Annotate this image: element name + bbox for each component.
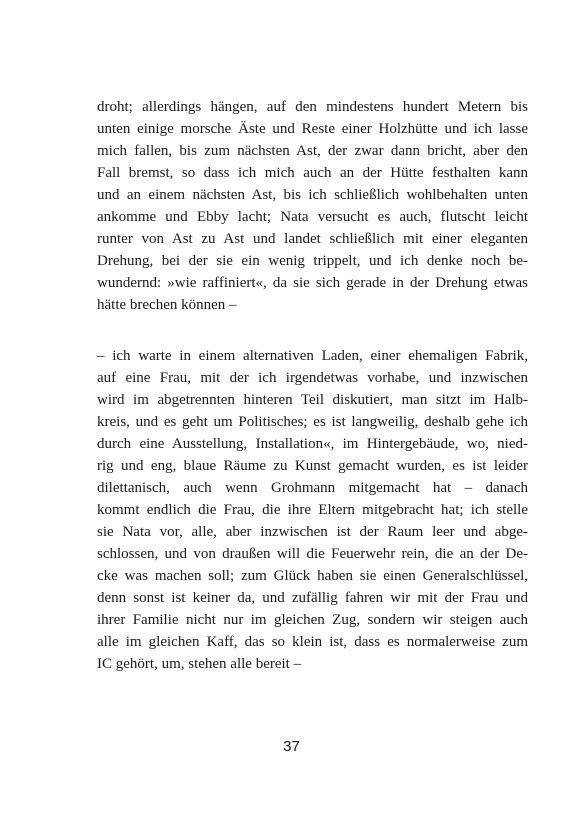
text-line: und an einem nächsten Ast, bis ich schließlich wohlbehalten unten (97, 187, 528, 203)
text-line: Drehung, bei der sie ein wenig trippelt, und ich denke noch be- (97, 253, 528, 269)
text-line: hätte brechen können – (97, 297, 237, 313)
text-line: unten einige morsche Äste und Reste einer Holzhütte und ich lasse (97, 121, 528, 137)
text-line: cke was machen soll; zum Glück haben sie einen Generalschlüssel, (97, 568, 528, 584)
text-line: kommt endlich die Frau, die ihre Eltern mitgebracht hat; ich stelle (97, 502, 528, 518)
text-line: mich fallen, bis zum nächsten Ast, der zwar dann bricht, aber den (97, 143, 528, 159)
text-line: – ich warte in einem alternativen Laden, einer ehemaligen Fabrik, (97, 348, 528, 364)
text-line: rig und eng, blaue Räume zu Kunst gemacht wurden, es ist leider (97, 458, 528, 474)
text-line: alle im gleichen Kaff, das so klein ist, dass es normalerweise zum (97, 634, 528, 650)
text-line: durch eine Ausstellung, Installation«, im Hintergebäude, wo, nied- (97, 436, 528, 452)
page-number: 37 (283, 738, 300, 755)
text-line: wird im abgetrennten hinteren Teil diskutiert, man sitzt im Halb- (97, 392, 528, 408)
text-line: denn sonst ist keiner da, und zufällig fahren wir mit der Frau und (97, 590, 528, 606)
text-line: ankomme und Ebby lacht; Nata versucht es auch, flutscht leicht (97, 209, 528, 225)
text-line: Fall bremst, so dass ich mich auch an der Hütte festhalten kann (97, 165, 528, 181)
text-line: droht; allerdings hängen, auf den mindestens hundert Metern bis (97, 99, 528, 115)
text-line: runter von Ast zu Ast und landet schließlich mit einer eleganten (97, 231, 528, 247)
text-line: IC gehört, um, stehen alle bereit – (97, 656, 302, 672)
text-line: kreis, und es geht um Politisches; es ist langweilig, deshalb gehe ich (97, 414, 528, 430)
text-line: schlossen, und von draußen will die Feuerwehr rein, die an der De- (97, 546, 528, 562)
text-line: ihrer Familie nicht nur im gleichen Zug, sondern wir steigen auch (97, 612, 528, 628)
text-line: wundernd: »wie raffiniert«, da sie sich gerade in der Drehung etwas (97, 275, 528, 291)
text-line: auf eine Frau, mit der ich irgendetwas vorhabe, und inzwischen (97, 370, 528, 386)
text-line: sie Nata vor, alle, aber inzwischen ist der Raum leer und abge- (97, 524, 528, 540)
text-line: dilettanisch, auch wenn Grohmann mitgemacht hat – danach (97, 480, 528, 496)
